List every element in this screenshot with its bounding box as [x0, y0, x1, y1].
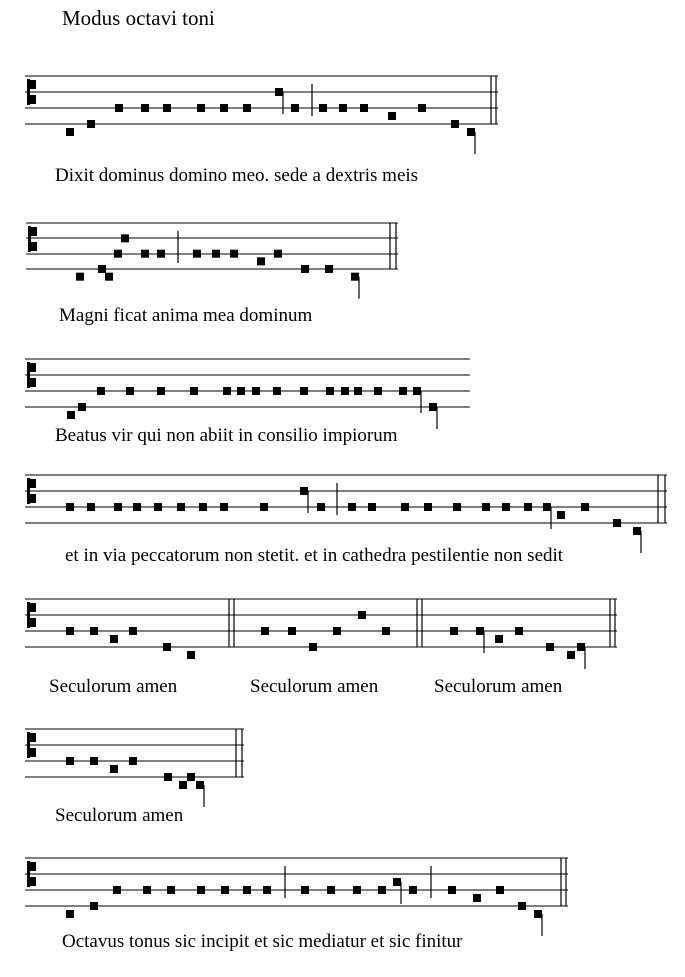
note: [199, 503, 207, 511]
note: [354, 387, 362, 395]
note: [291, 104, 299, 112]
note: [524, 503, 532, 511]
staff-3: [0, 358, 685, 418]
note: [230, 250, 238, 258]
staff-7: [0, 857, 685, 917]
note: [325, 265, 333, 273]
note: [534, 910, 542, 918]
note: [141, 104, 149, 112]
note: [115, 104, 123, 112]
note: [257, 257, 265, 265]
note: [301, 886, 309, 894]
note: [133, 503, 141, 511]
note: [67, 411, 75, 419]
note: [187, 773, 195, 781]
note: [121, 234, 129, 242]
note: [164, 773, 172, 781]
note: [97, 387, 105, 395]
note: [223, 387, 231, 395]
staff-4: [0, 474, 685, 534]
note: [409, 886, 417, 894]
c-clef-icon: [28, 226, 37, 252]
note: [243, 104, 251, 112]
note: [429, 403, 437, 411]
note: [450, 627, 458, 635]
note: [190, 387, 198, 395]
staff-2: [0, 222, 685, 282]
note: [418, 104, 426, 112]
note: [399, 387, 407, 395]
note: [163, 104, 171, 112]
note: [221, 886, 229, 894]
note: [243, 886, 251, 894]
note: [177, 503, 185, 511]
note: [319, 104, 327, 112]
note: [187, 651, 195, 659]
note: [163, 643, 171, 651]
note: [633, 527, 641, 535]
note: [66, 627, 74, 635]
note: [300, 487, 308, 495]
note: [220, 503, 228, 511]
note: [197, 886, 205, 894]
staff-1: [0, 75, 685, 135]
note: [193, 250, 201, 258]
note: [382, 627, 390, 635]
note: [273, 387, 281, 395]
lyric-line-4: et in via peccatorum non stetit. et in cathedra pestilentie non sedit: [65, 545, 564, 566]
note: [157, 387, 165, 395]
note: [333, 627, 341, 635]
lyric-seculorum-1: Seculorum amen: [49, 676, 178, 697]
note: [157, 250, 165, 258]
note: [252, 387, 260, 395]
note: [90, 902, 98, 910]
note: [110, 765, 118, 773]
note: [141, 250, 149, 258]
note: [87, 503, 95, 511]
note: [275, 88, 283, 96]
note: [212, 250, 220, 258]
lyric-line-2: Magni ficat anima mea dominum: [59, 305, 313, 326]
note: [388, 112, 396, 120]
note: [301, 265, 309, 273]
note: [78, 403, 86, 411]
note: [288, 627, 296, 635]
note: [577, 643, 585, 651]
note: [515, 627, 523, 635]
note: [114, 250, 122, 258]
note: [581, 503, 589, 511]
note: [327, 886, 335, 894]
note: [66, 128, 74, 136]
note: [220, 104, 228, 112]
note: [543, 503, 551, 511]
note: [518, 902, 526, 910]
note: [309, 643, 317, 651]
note: [448, 886, 456, 894]
note: [261, 627, 269, 635]
note: [66, 910, 74, 918]
note: [260, 503, 268, 511]
page-title: Modus octavi toni: [62, 6, 215, 30]
note: [143, 886, 151, 894]
note: [546, 643, 554, 651]
note: [473, 894, 481, 902]
note: [557, 511, 565, 519]
note: [424, 503, 432, 511]
note: [129, 627, 137, 635]
note: [76, 273, 84, 281]
note: [413, 387, 421, 395]
note: [341, 387, 349, 395]
note: [453, 503, 461, 511]
note: [358, 611, 366, 619]
note: [66, 503, 74, 511]
note: [274, 250, 282, 258]
note: [129, 757, 137, 765]
note: [495, 635, 503, 643]
note: [374, 387, 382, 395]
note: [502, 503, 510, 511]
note: [348, 503, 356, 511]
note: [197, 104, 205, 112]
note: [482, 503, 490, 511]
note: [451, 120, 459, 128]
note: [263, 886, 271, 894]
lyric-line-7: Octavus tonus sic incipit et sic mediatur et sic finitur: [62, 931, 463, 952]
lyric-line-3: Beatus vir qui non abiit in consilio impiorum: [55, 425, 398, 446]
note: [98, 265, 106, 273]
note: [401, 503, 409, 511]
staff-6: [0, 728, 685, 788]
note: [360, 104, 368, 112]
note: [353, 886, 361, 894]
note: [467, 128, 475, 136]
note: [317, 503, 325, 511]
lyric-seculorum-3: Seculorum amen: [434, 676, 563, 697]
note: [90, 757, 98, 765]
note: [154, 503, 162, 511]
note: [567, 651, 575, 659]
note: [496, 886, 504, 894]
note: [105, 273, 113, 281]
note: [476, 627, 484, 635]
note: [66, 757, 74, 765]
note: [613, 519, 621, 527]
note: [90, 627, 98, 635]
note: [351, 273, 359, 281]
lyric-line-1: Dixit dominus domino meo. sede a dextris meis: [55, 165, 419, 186]
staff-5: [0, 598, 685, 658]
note: [300, 387, 308, 395]
note: [110, 635, 118, 643]
note: [126, 387, 134, 395]
note: [179, 781, 187, 789]
note: [113, 886, 121, 894]
note: [368, 503, 376, 511]
note: [167, 886, 175, 894]
note: [237, 387, 245, 395]
lyric-seculorum-2: Seculorum amen: [250, 676, 379, 697]
note: [378, 886, 386, 894]
note: [393, 878, 401, 886]
note: [326, 387, 334, 395]
note: [339, 104, 347, 112]
note: [114, 503, 122, 511]
lyric-line-6: Seculorum amen: [55, 805, 184, 826]
note: [196, 781, 204, 789]
note: [87, 120, 95, 128]
